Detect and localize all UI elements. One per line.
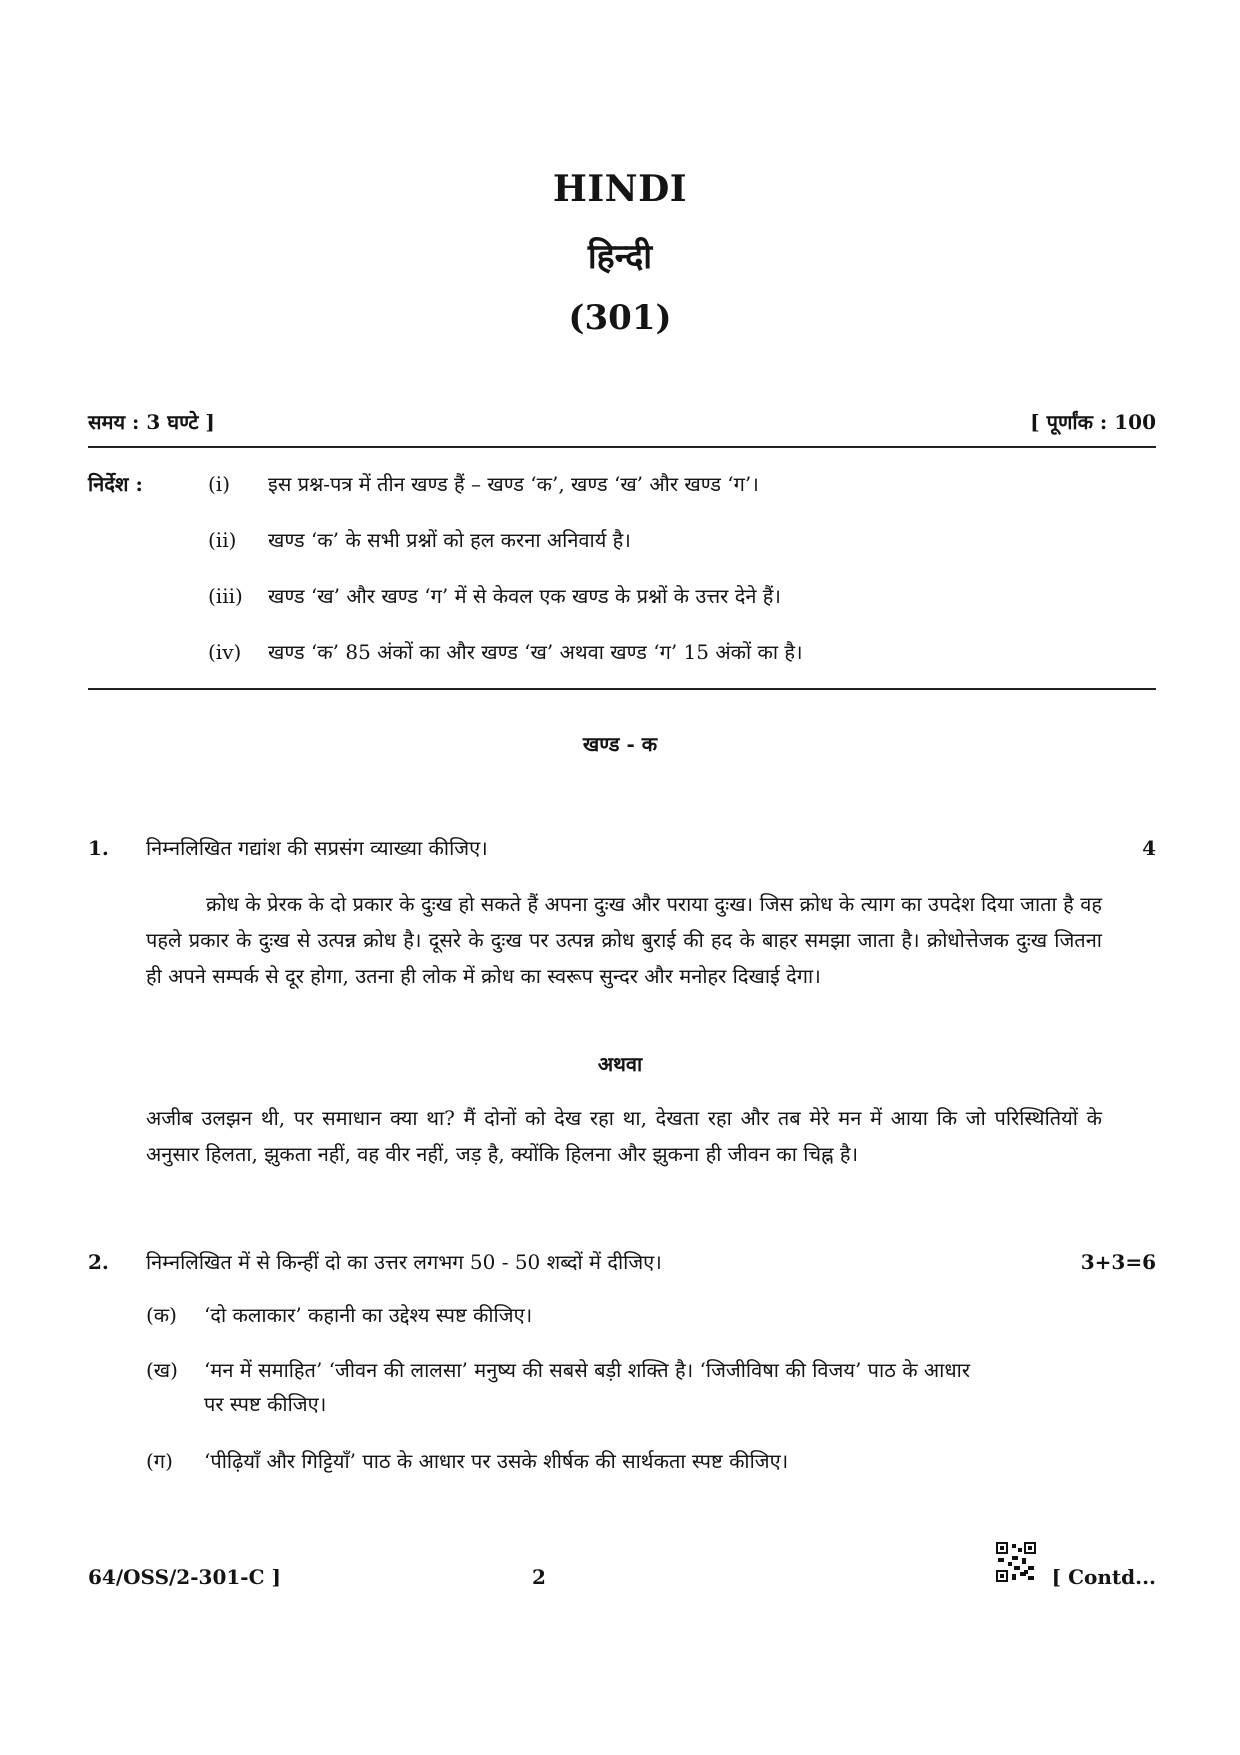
- instruction-number: (ii): [208, 528, 237, 552]
- instruction-item: [208, 470, 1158, 497]
- sub-question-label: (ख): [146, 1358, 178, 1382]
- question-prompt: निम्नलिखित में से किन्हीं दो का उत्तर लगभग 50 - 50 शब्दों में दीजिए।: [146, 1250, 662, 1274]
- question-marks: 3+3=6: [1080, 1250, 1156, 1274]
- paper-code: 64/OSS/2-301-C ]: [88, 1565, 281, 1589]
- qr-code-icon: [996, 1542, 1036, 1582]
- instruction-number: (iii): [208, 584, 243, 608]
- divider-top: [88, 446, 1156, 448]
- page-number: 2: [532, 1565, 546, 1589]
- sub-question-text: ‘दो कलाकार’ कहानी का उद्देश्य स्पष्ट कीजिए।: [204, 1303, 533, 1327]
- instruction-number: (iv): [208, 640, 242, 664]
- question-number: 2.: [88, 1250, 109, 1274]
- instruction-item: [208, 582, 1158, 609]
- max-marks-label: [ पूर्णांक : 100: [1030, 410, 1156, 434]
- instruction-text: खण्ड ‘ख’ और खण्ड ‘ग’ में से केवल एक खण्ड के प्रश्नों के उत्तर देने हैं।: [268, 584, 781, 608]
- instruction-text: इस प्रश्न-पत्र में तीन खण्ड हैं – खण्ड ‘क’, खण्ड ‘ख’ और खण्ड ‘ग’।: [268, 472, 759, 496]
- instruction-text: खण्ड ‘क’ 85 अंकों का और खण्ड ‘ख’ अथवा खण्ड ‘ग’ 15 अंकों का है।: [268, 640, 803, 664]
- continued-label: [ Contd...: [1051, 1565, 1156, 1589]
- title-english: HINDI: [552, 168, 688, 210]
- divider-instructions: [88, 688, 1156, 690]
- instruction-number: (i): [208, 472, 231, 496]
- title-hindi: हिन्दी: [587, 237, 653, 277]
- instructions-label: निर्देश :: [88, 472, 143, 496]
- sub-question: [146, 1353, 1106, 1421]
- question-passage: क्रोध के प्रेरक के दो प्रकार के दुःख हो सकते हैं अपना दुःख और पराया दुःख। जिस क्रोध के त्याग का उपदेश दिया जाता है वह पहले प्रकार के दुःख से उत्पन्न क्रोध है। दूसरे के दुःख पर उत्पन्न क्रोध बुराई की हद के बाहर समझा जाता है। क्रोधोत्तेजक दुःख जितना ही अपने सम्पर्क से दूर होगा, उतना ही लोक में क्रोध का स्वरूप सुन्दर और मनोहर दिखाई देगा।: [146, 892, 1102, 988]
- sub-question: [146, 1298, 1106, 1332]
- sub-question-text: ‘पीढ़ियाँ और गिट्टियाँ’ पाठ के आधार पर उसके शीर्षक की सार्थकता स्पष्ट कीजिए।: [204, 1449, 789, 1473]
- alternate-passage: अजीब उलझन थी, पर समाधान क्या था? मैं दोनों को देख रहा था, देखता रहा और तब मेरे मन में आया कि जो परिस्थितियों के अनुसार हिलता, झुकता नहीं, वह वीर नहीं, जड़ है, क्योंकि हिलना और झुकना ही जीवन का चिह्न है।: [146, 1106, 1102, 1166]
- instruction-item: [208, 526, 1158, 553]
- question-number: 1.: [88, 836, 109, 860]
- subject-code: (301): [568, 298, 672, 338]
- time-label: समय : 3 घण्टे ]: [88, 410, 215, 434]
- question-marks: 4: [1142, 836, 1156, 860]
- sub-question-text: ‘मन में समाहित’ ‘जीवन की लालसा’ मनुष्य की सबसे बड़ी शक्ति है। ‘जिजीविषा की विजय’ पाठ के आधार: [204, 1358, 971, 1382]
- or-label: अथवा: [597, 1052, 643, 1076]
- sub-question: [146, 1444, 1106, 1478]
- sub-question-label: (ग): [146, 1449, 173, 1473]
- instruction-text: खण्ड ‘क’ के सभी प्रश्नों को हल करना अनिवार्य है।: [268, 528, 631, 552]
- section-title: खण्ड - क: [582, 732, 658, 756]
- instruction-item: [208, 638, 1158, 665]
- sub-question-label: (क): [146, 1303, 177, 1327]
- question-prompt: निम्नलिखित गद्यांश की सप्रसंग व्याख्या कीजिए।: [146, 836, 488, 860]
- sub-question-text-continued: पर स्पष्ट कीजिए।: [204, 1392, 327, 1416]
